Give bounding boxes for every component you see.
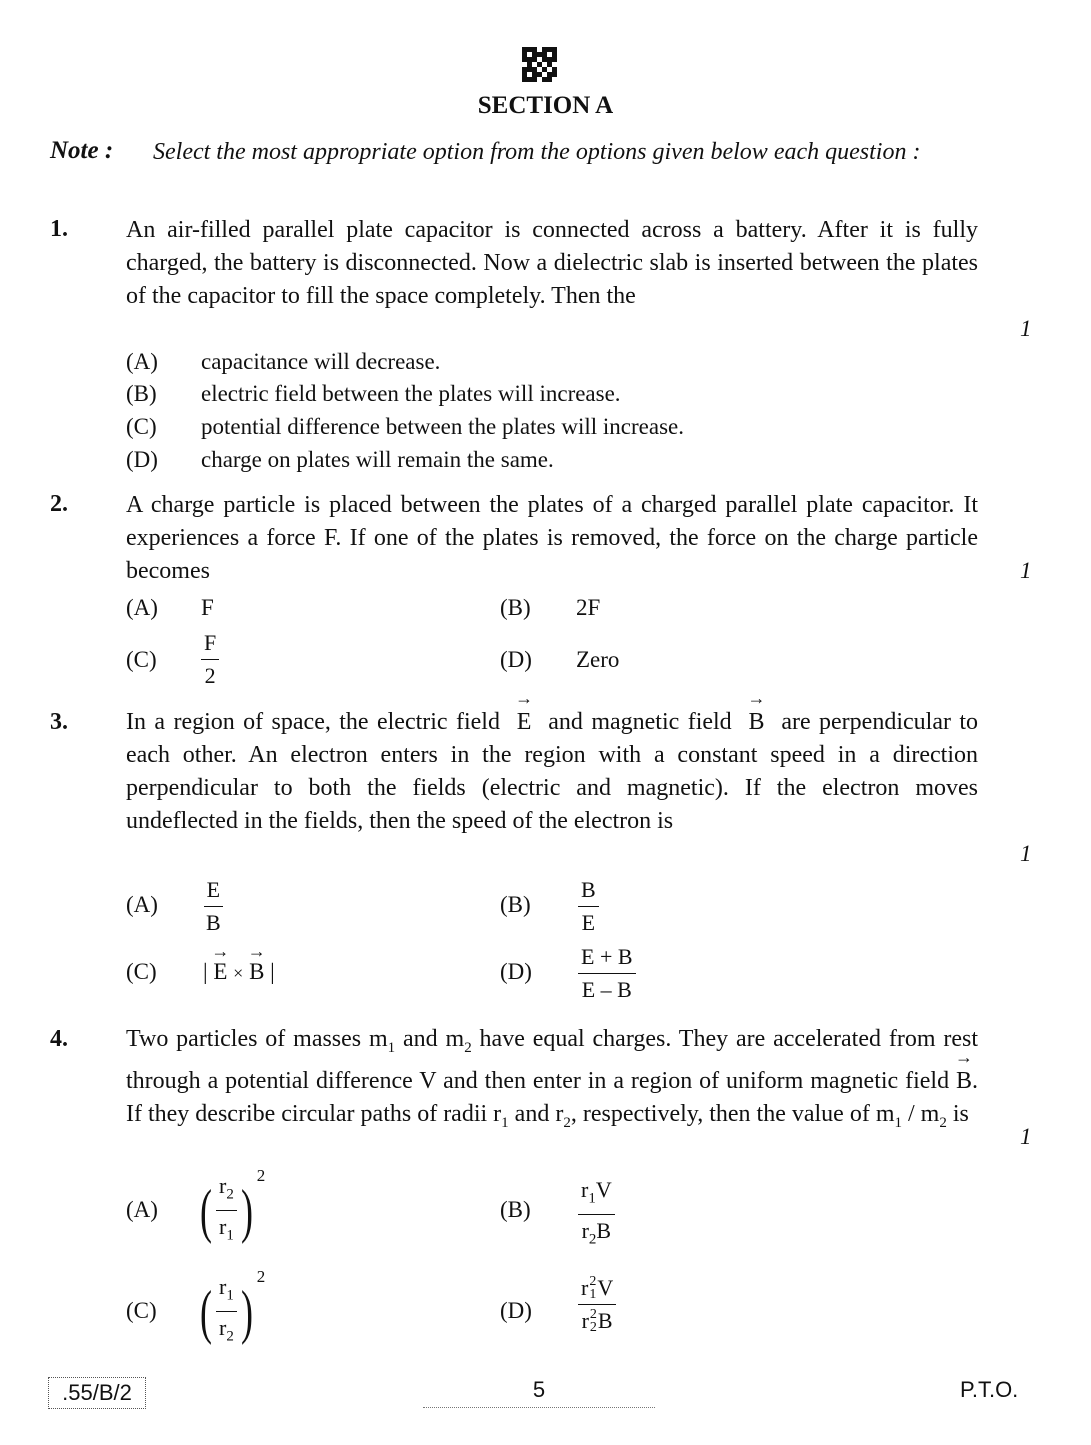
subscript: 1 [387, 1039, 396, 1056]
question-text-part: Two particles of masses m [126, 1026, 388, 1052]
cross-product-expression [203, 959, 275, 985]
question-text [126, 1023, 978, 1140]
question-text: An air-filled parallel plate capacitor is connected across a battery. After it is fully charged, the battery is disconnected. Now a dielectric slab is inserted between the plates of the capacitor to fill the space completely. Then the [126, 217, 978, 309]
option-label: (D) [500, 1298, 532, 1323]
subscript: 2 [226, 1328, 234, 1345]
abs-bar: | [203, 959, 208, 984]
option-text: potential difference between the plates will increase. [201, 414, 684, 439]
question-text-part: and magnetic field [548, 709, 732, 735]
question-text-part: / m [902, 1100, 940, 1127]
note-label: Note : [50, 137, 114, 164]
option-label: (A) [126, 595, 158, 620]
fraction [578, 1274, 616, 1335]
option-label: (D) [126, 447, 158, 472]
parenthesized-fraction: ( $\frac{r_2}{r_1}$ ) $^2$ [196, 1172, 265, 1250]
fraction-denominator: r [581, 1218, 589, 1244]
question-text: A charge particle is placed between the plates of a charged parallel plate capacitor. It experiences a force F. If one of the plates is removed, the force on the charge particle becomes [126, 492, 978, 584]
option-text: electric field between the plates will increase. [201, 381, 621, 406]
subscript: 1 [501, 1114, 509, 1131]
option-text: capacitance will decrease. [201, 349, 441, 374]
option-label: (C) [126, 1298, 157, 1323]
question-marks: 1 [1020, 316, 1032, 341]
option-text: charge on plates will remain the same. [201, 447, 554, 472]
fraction [216, 1172, 237, 1250]
vector-e: → E [517, 706, 532, 739]
parenthesized-fraction: ( $\frac{r_1}{r_2}$ ) $^2$ [196, 1273, 265, 1351]
option-label: (B) [126, 381, 157, 406]
fraction [201, 629, 219, 690]
fraction [216, 1273, 237, 1351]
option-label: (C) [126, 959, 157, 984]
question-marks: 1 [1020, 1124, 1032, 1149]
question-text-part: have equal charges. They are accelerated from rest through a potential difference V and then enter in a region of uniform magnetic field [126, 1026, 979, 1094]
qr-code-icon [522, 47, 557, 82]
option-label: (B) [500, 892, 531, 917]
subscript: 2 [464, 1039, 472, 1056]
fraction-numerator: r [218, 1274, 227, 1299]
question-text-part: , respectively, then the value of m [570, 1100, 895, 1127]
option-label: (A) [126, 892, 158, 917]
option-text: F [201, 595, 214, 620]
question-text-part: is [946, 1100, 969, 1127]
question-text [126, 706, 978, 838]
question-text-part: . If they describe circular paths of radii r [126, 1067, 978, 1127]
question-text-part: are perpendicular to each other. An electron enters in the region with a constant speed in a direction perpendicular to both the fields (electric and magnetic). If the electron moves undeflected in the fields, then the speed of the electron is [126, 709, 979, 834]
question-number: 3. [50, 709, 68, 735]
option-label: (A) [126, 1197, 158, 1222]
option-label: (A) [126, 349, 158, 374]
fraction-numerator: B [578, 876, 599, 907]
option-label: (D) [500, 959, 532, 984]
fraction-numerator: r [218, 1173, 227, 1198]
fraction-numerator: E [204, 876, 223, 907]
fraction [578, 943, 636, 1004]
option-label: (C) [126, 414, 157, 439]
vector-e: → E [213, 959, 227, 985]
fraction-denominator: r [218, 1315, 227, 1341]
fraction-denominator-tail: B [596, 1218, 612, 1244]
fraction-denominator: r [218, 1214, 227, 1240]
fraction-denominator: E – B [581, 977, 632, 1002]
vector-b: → B [249, 959, 264, 985]
subscript: 1 [588, 1190, 596, 1207]
subscript: 2 [939, 1114, 947, 1131]
question-text-part: In a region of space, the electric field [126, 709, 500, 735]
fraction-numerator-tail: V [595, 1177, 612, 1202]
question-text-part: and r [508, 1100, 564, 1127]
fraction-denominator: 2 [204, 663, 216, 688]
fraction [578, 876, 599, 937]
question-number: 1. [50, 216, 68, 242]
subscript: 2 [563, 1114, 571, 1131]
option-label: (B) [500, 595, 531, 620]
question-number: 4. [50, 1026, 68, 1052]
note-text: Select the most appropriate option from the options given below each question : [153, 139, 921, 165]
paper-code: .55/B/2 [48, 1377, 146, 1409]
subscript: 1 [226, 1227, 234, 1244]
option-text: Zero [576, 647, 620, 672]
please-turn-over: P.T.O. [960, 1377, 1019, 1402]
question-number: 2. [50, 491, 68, 517]
subscript: 1 [894, 1114, 902, 1131]
fraction-numerator: E + B [578, 943, 636, 974]
option-text: 2F [576, 595, 601, 620]
fraction-denominator-tail: B [597, 1308, 613, 1333]
section-title: SECTION A [477, 92, 614, 119]
subscript: 1 [226, 1287, 234, 1304]
option-label: (D) [500, 647, 532, 672]
vector-b: → B [956, 1065, 972, 1098]
fraction-denominator: B [206, 910, 221, 935]
fraction [203, 876, 224, 937]
abs-bar: | [270, 959, 275, 984]
subscript: 2 [588, 1231, 597, 1248]
page-number: 5 [423, 1377, 655, 1408]
cross-operator: × [233, 963, 244, 983]
option-label: (B) [500, 1197, 531, 1222]
fraction [578, 1176, 615, 1254]
fraction-denominator: r [581, 1308, 589, 1333]
subscript: 1 [589, 1287, 597, 1302]
exponent: 2 [256, 1166, 266, 1185]
question-marks: 1 [1020, 841, 1032, 866]
fraction-numerator: r [581, 1275, 589, 1300]
superscript: 2 [589, 1274, 597, 1289]
subscript: 2 [589, 1320, 597, 1335]
question-text-part: and m [395, 1026, 465, 1052]
subscript: 2 [226, 1186, 234, 1203]
fraction-numerator: r [581, 1177, 589, 1202]
fraction-numerator: F [201, 629, 219, 660]
vector-b: → B [749, 706, 765, 739]
fraction-denominator: E [581, 910, 596, 935]
superscript: 2 [589, 1307, 597, 1322]
fraction-numerator-tail: V [597, 1275, 614, 1300]
option-label: (C) [126, 647, 157, 672]
exponent: 2 [256, 1267, 266, 1286]
question-marks: 1 [1020, 558, 1032, 583]
